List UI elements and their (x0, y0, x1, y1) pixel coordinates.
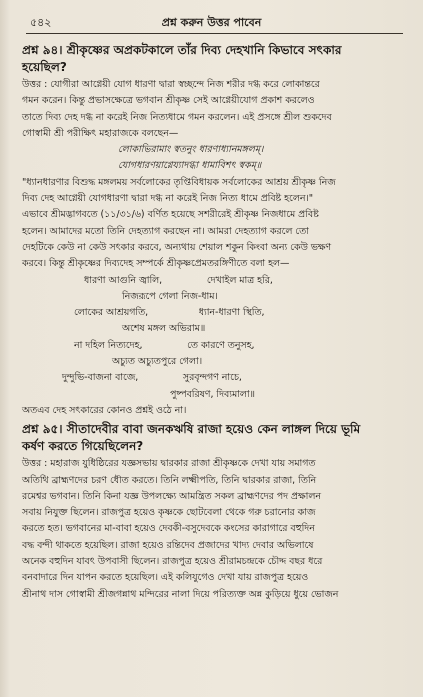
poem-line: ধারণা আগুনি জ্বালি, দেখাইল মাত্র হরি, (84, 274, 273, 286)
sloka-line: যোগধারণয়াগ্নেয্যাদগ্ধা ধামাবিশৎ স্বকম্॥ (118, 160, 262, 172)
translation-line: করবে। কিন্তু শ্রীকৃষ্ণের দিব্যদেহ সম্পর্কে শ্রীকৃষ্ণপ্রেমতরঙ্গিণীতে বলা হল— (22, 258, 290, 270)
question-94-title-line: প্রশ্ন ৯৪। শ্রীকৃষ্ণের অপ্রকটকালে তাঁর দিব্য দেহখানি কিভাবে সৎকার (22, 43, 342, 57)
translation-line: এভাবে শ্রীমদ্ভাগবতে (১১/৩১/৬) বর্ণিত হয়েছে সশরীরেই শ্রীকৃষ্ণ নিজধামে প্রবিষ্ট (22, 209, 319, 221)
sloka-line: লোকাভিরামাং স্বতনুং ধারণাধ্যানমঙ্গলম্। (118, 144, 264, 156)
question-94-title (22, 42, 405, 76)
translation-line: দেহটিকে কেউ না কেউ সৎকার করবে, অন্যথায় শেয়াল শকুন কিংবা অন্য কেউ ভক্ষণ (22, 241, 332, 253)
answer-95-line: অতিথি ব্রাহ্মণদের চরণ ধৌত করতে। তিনি লক্ষ্মীপতি, তিনি দ্বারকার রাজা, তিনি (22, 474, 317, 486)
answer-95-line: করতে হত। ভগবানের মা-বাবা হয়েও দেবকী-বসুদেবকে কংসের কারাগারে বহুদিন (22, 523, 315, 535)
page-header (0, 14, 423, 30)
poem-line: অচ্যুত অচ্যুতপুরে গেলা। (112, 356, 203, 368)
question-95-title (22, 421, 405, 455)
poem-block (22, 273, 405, 403)
page-body (22, 42, 405, 603)
answer-94-line: তাতে দিব্য দেহ দগ্ধ না করেই নিজ নিত্যধামে গমন করলেন। এই প্রসঙ্গে শ্রীল শুকদেব (22, 111, 332, 123)
answer-95-line: শ্রীনাথ দাস গোস্বামী শ্রীজগন্নাথ মন্দিরের নালা দিয়ে পরিত্যক্ত অন্ন কুড়িয়ে ধুয়ে ভোজন (22, 588, 339, 600)
question-95-title-line: প্রশ্ন ৯৫। সীতাদেবীর বাবা জনকঋষি রাজা হয়েও কেন লাঙ্গল দিয়ে ভূমি (22, 422, 361, 437)
question-94-title-line: হয়েছিল? (22, 60, 67, 74)
poem-line: লোকের আশ্রয়গতি, ধ্যান-ধারণা স্থিতি, (74, 307, 265, 319)
running-title: প্রশ্ন করুন উত্তর পাবেন (161, 16, 262, 29)
translation-line: "ধ্যানধারণার বিশুদ্ধ মঙ্গলময় সর্বলোকের তৃপ্তিবিধায়ক সর্বলোকের আশ্রয় শ্রীকৃষ্ণ নিজ (22, 176, 336, 188)
poem-line: পুষ্পবরিষণ, দিব্যমালা॥ (170, 388, 255, 400)
poem-line: নিজরূপে গেলা নিজ-ধাম। (122, 290, 218, 302)
poem-line: না দহিল নিত্যদেহ, তে কারণে তনুসহ, (74, 339, 255, 351)
answer-94-line: উত্তর : যোগীরা আগ্নেয়ী যোগ ধারণা দ্বারা স্বচ্ছন্দে নিজ শরীর দগ্ধ করে লোকান্তরে (22, 79, 320, 90)
page-number: ৫৪২ (30, 16, 52, 29)
poem-line: দুন্দুভি-বাজনা বাজে, সুরবৃন্দগণ নাচে, (62, 372, 242, 384)
translation-line: দিব্য দেহ আগ্নেয়ী যোগধারণা দ্বারা দগ্ধ না করেই নিজ নিত্য ধামে প্রবিষ্ট হলেন।" (22, 193, 314, 205)
answer-95-line: অনেক বহুদিন যাবৎ উপবাসী ছিলেন। রাজপুত্র হয়েও শ্রীরামচন্দ্রকে চৌদ্দ বছর ধরে (22, 556, 323, 568)
answer-95-line: উত্তর : মহারাজ যুধিষ্ঠিরের যজ্ঞসভায় দ্বারকার রাজা শ্রীকৃষ্ণকে দেখা যায় সমাগত (22, 458, 316, 470)
answer-95-line: রমেশ্বর ভগবান। তিনি কিনা যজ্ঞ উপলক্ষ্যে আমন্ত্রিত সকল ব্রাহ্মণদের পদ প্রক্ষালন (22, 490, 321, 502)
answer-94-line: গোস্বামী শ্রী পরীক্ষিৎ মহারাজকে বলছেন— (22, 127, 179, 139)
answer-95-line: বনবাদারে দিন যাপন করতে হয়েছিল। এই কলিযুগেও দেখা যায় রাজপুত্র হয়েও (22, 572, 309, 584)
answer-95-line: বদ্ধ বন্দী থাকতে হয়েছিল। রাজা হয়েও রন্তিদেব প্রজাদের খাদ্য দেবার অভিলাষে (22, 539, 314, 551)
answer-95-line: সবায় নিযুক্ত ছিলেন। রাজপুত্র হয়েও কৃষ্ণকে ছোটবেলা থেকে গরু চরানোর কাজ (22, 507, 316, 519)
closing-line: অতএব দেহ সৎকারের কোনও প্রশ্নই ওঠে না। (22, 404, 187, 416)
header-rule (26, 33, 403, 34)
poem-line: অশেষ মঙ্গল অভিরাম॥ (122, 323, 206, 335)
translation-line: হলেন। আমাদের মতো তিনি দেহত্যাগ করছেন না। আমরা দেহত্যাগ করলে তো (22, 225, 309, 237)
question-95-title-line: কর্ষণ করতে গিয়েছিলেন? (22, 439, 144, 454)
answer-94-line: গমন করেন। কিন্তু প্রভাসক্ষেত্রে ভগবান শ্রীকৃষ্ণ সেই আগ্নেয়ীযোগ প্রকাশ করলেও (22, 95, 315, 107)
